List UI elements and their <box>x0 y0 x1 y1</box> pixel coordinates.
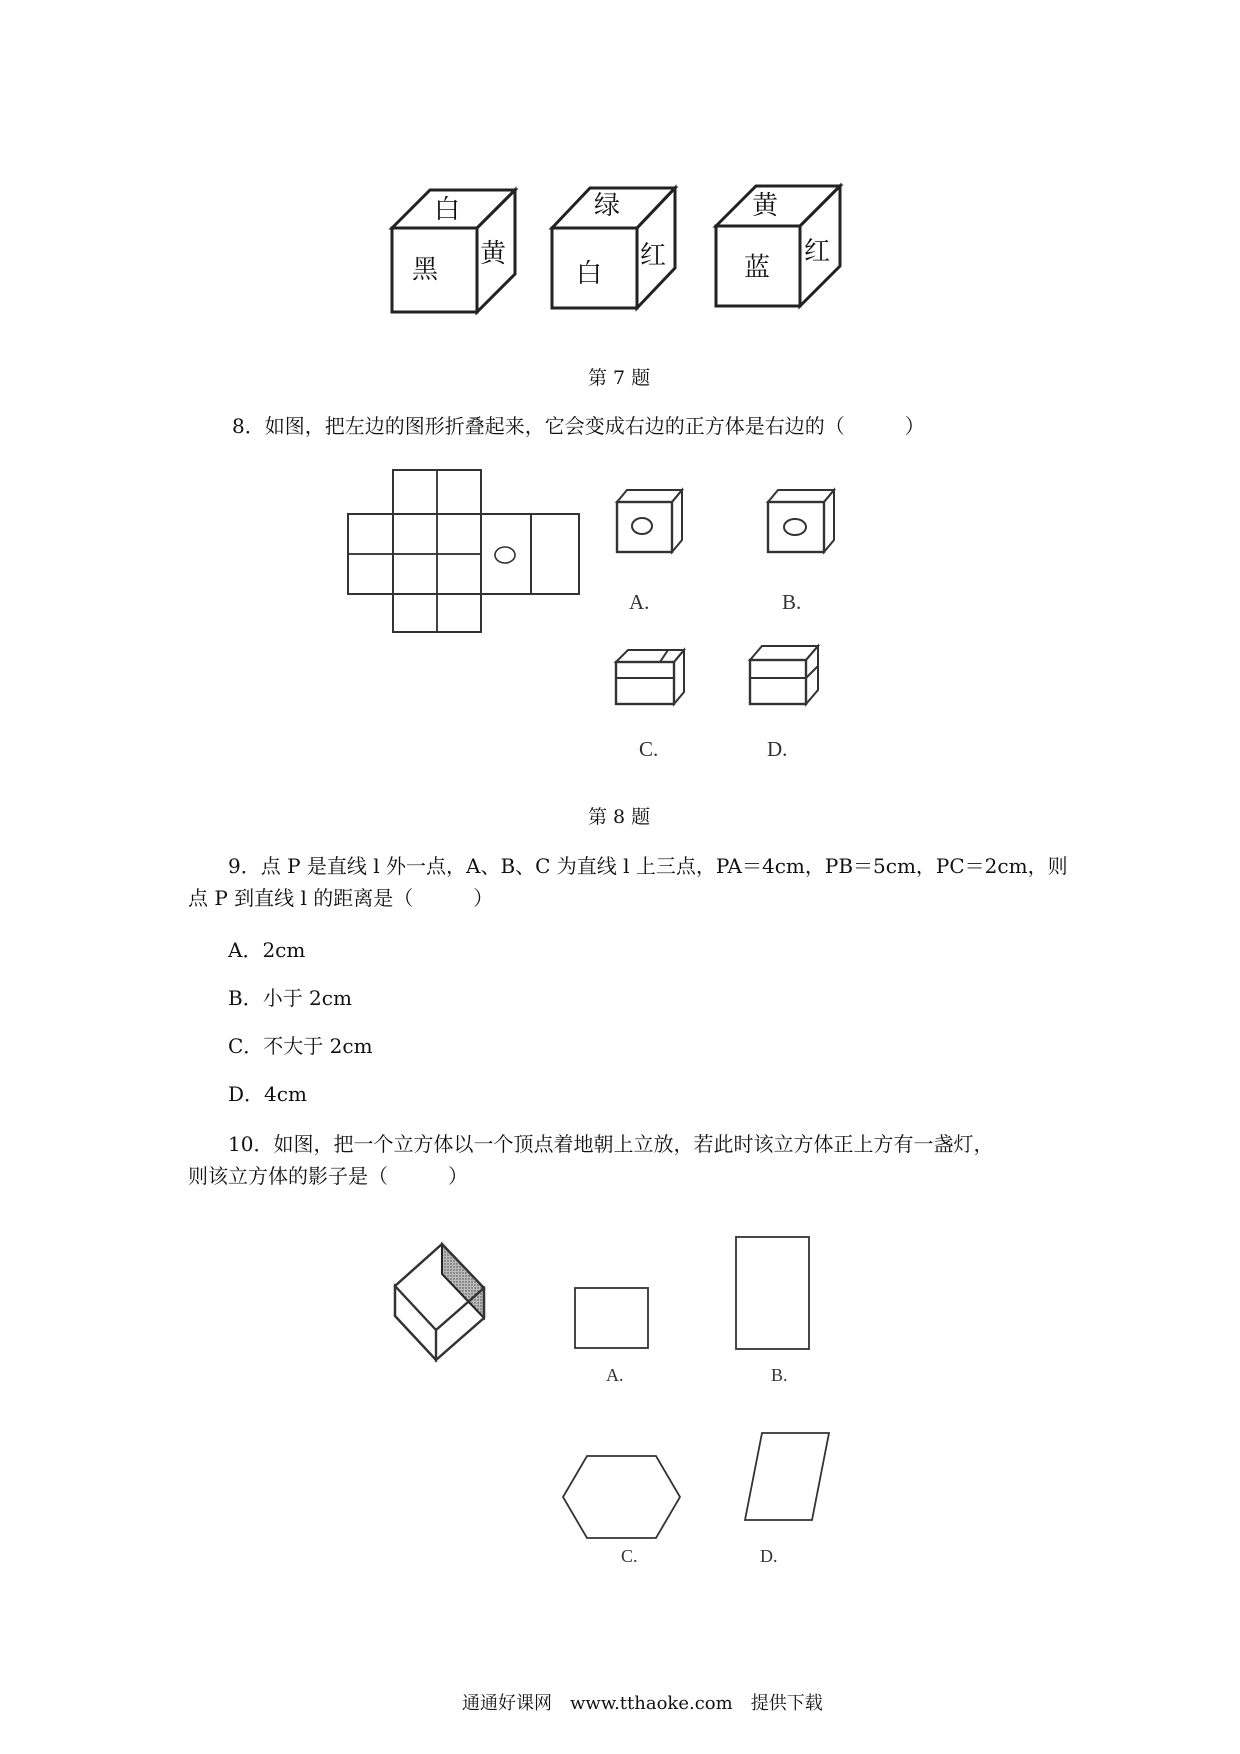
q9-line-1: 9．点 P 是直线 l 外一点，A、B、C 为直线 l 上三点，PA＝4cm，PB＝5cm，PC＝2cm，则 <box>228 854 1068 878</box>
q7-cube-2-top: 绿 <box>594 191 621 221</box>
q10-tilted-cube <box>395 1244 484 1360</box>
q8-option-a-label: A. <box>629 590 650 614</box>
q7-cube-3-front: 蓝 <box>744 253 771 283</box>
q7-caption: 第 7 题 <box>588 367 651 389</box>
q7-cube-2-side: 红 <box>640 241 667 271</box>
q8-option-d-label: D. <box>767 737 788 761</box>
q8-question: 8．如图，把左边的图形折叠起来，它会变成右边的正方体是右边的（ ） <box>232 414 925 438</box>
q8-option-c-label: C. <box>639 737 659 761</box>
q10-option-b-label: B. <box>771 1365 788 1385</box>
q9-option-b: B．小于 2cm <box>228 986 352 1010</box>
q8-caption: 第 8 题 <box>588 806 651 828</box>
q10-option-b-shape <box>736 1237 809 1349</box>
q9-option-d: D．4cm <box>228 1082 307 1106</box>
q9-option-a: A．2cm <box>228 938 306 962</box>
q7-cube-1-top: 白 <box>434 195 461 225</box>
q10-line-1: 10．如图，把一个立方体以一个顶点着地朝上立放，若此时该立方体正上方有一盏灯， <box>228 1132 994 1156</box>
q7-cube-2-front: 白 <box>576 259 603 289</box>
q7-cube-1-front: 黑 <box>412 255 439 285</box>
q10-option-a-label: A. <box>606 1365 624 1385</box>
q10-option-c-label: C. <box>621 1546 638 1566</box>
q9-line-2: 点 P 到直线 l 的距离是（ ） <box>188 886 494 910</box>
page-footer: 通通好课网 www.tthaoke.com 提供下载 <box>462 1693 823 1714</box>
q10-option-a-shape <box>575 1288 648 1348</box>
q7-cube-3-side: 红 <box>804 237 831 267</box>
q9-option-c: C．不大于 2cm <box>228 1034 373 1058</box>
q10-option-c-shape <box>563 1456 680 1538</box>
q10-option-d-shape <box>745 1433 829 1520</box>
q8-option-b-label: B. <box>782 590 802 614</box>
q10-line-2: 则该立方体的影子是（ ） <box>188 1164 468 1188</box>
q7-cube-1-side: 黄 <box>480 239 507 269</box>
q7-cube-3-top: 黄 <box>752 191 779 221</box>
q10-option-d-label: D. <box>760 1546 778 1566</box>
